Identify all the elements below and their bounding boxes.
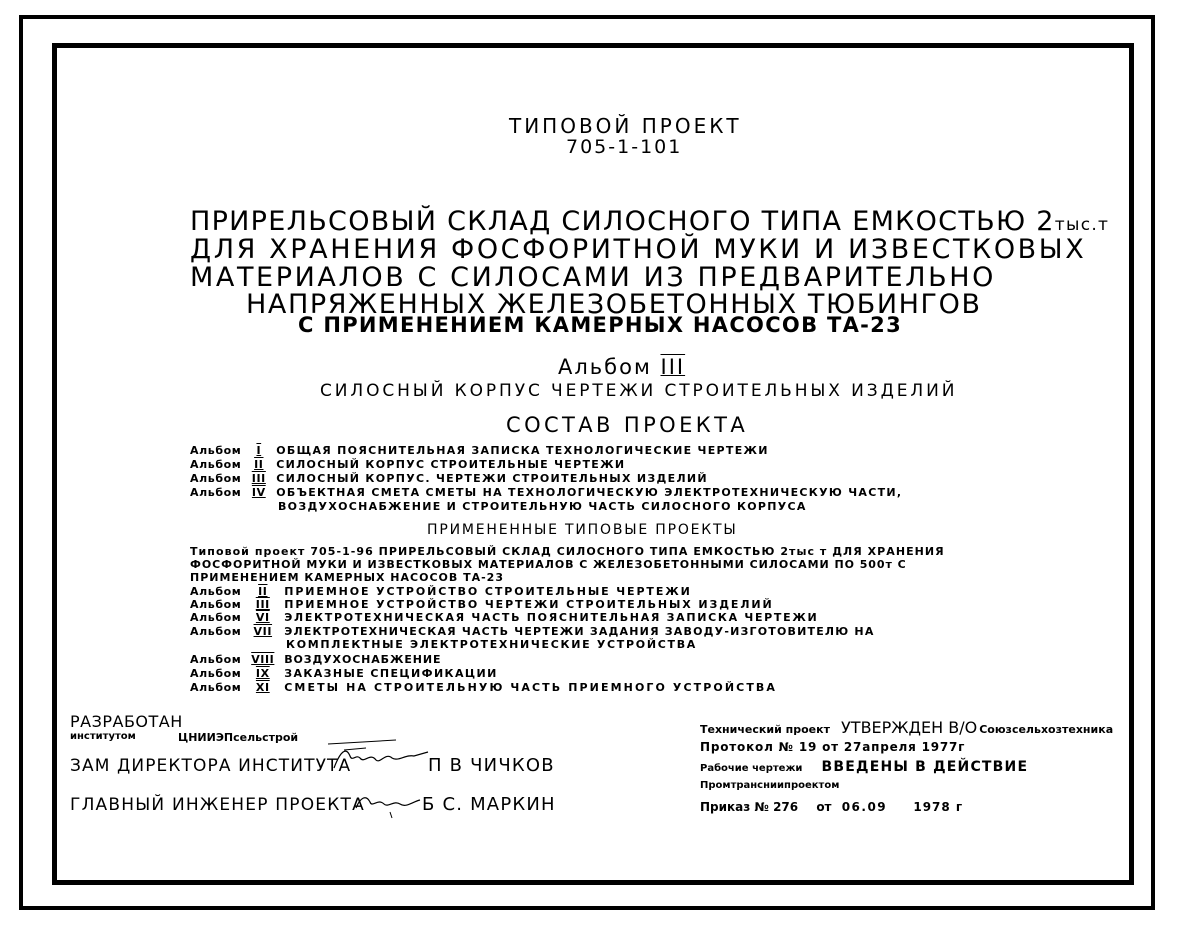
album-heading (558, 357, 685, 378)
list-item (190, 668, 498, 679)
album-description: СИЛОСНЫЙ КОРПУС СТРОИТЕЛЬНЫЕ ЧЕРТЕЖИ (276, 458, 626, 471)
album-label: Альбом (190, 444, 242, 457)
title-line-5: С ПРИМЕНЕНИЕМ КАМЕРНЫХ НАСОСОВ ТА-23 (298, 313, 903, 337)
album-label: Альбом (190, 653, 242, 666)
list-item (190, 654, 441, 665)
order-label: Приказ (700, 800, 751, 814)
protocol-line: Протокол № 19 от 27апреля 1977г (700, 740, 966, 754)
album-numeral: VI (255, 611, 270, 624)
title-line-1-text: ПРИРЕЛЬСОВЫЙ СКЛАД СИЛОСНОГО ТИПА ЕМКОСТЬЮ 2 (190, 206, 1055, 237)
order-year: 1978 г (913, 800, 964, 814)
deputy-director-label: ЗАМ ДИРЕКТОРА ИНСТИТУТА (70, 756, 352, 776)
album-description: ЭЛЕКТРОТЕХНИЧЕСКАЯ ЧАСТЬ ЧЕРТЕЖИ ЗАДАНИЯ ЗАВОДУ-ИЗГОТОВИТЕЛЮ НА (284, 625, 875, 638)
album-numeral: III (255, 598, 270, 611)
album-label: Альбом (190, 611, 242, 624)
album-numeral: II (254, 458, 264, 471)
album-numeral: I (256, 444, 262, 457)
developed-by-label: институтом (70, 731, 136, 742)
list-item (190, 626, 875, 637)
album-numeral: III (251, 472, 266, 485)
order-number: № 276 (754, 800, 799, 814)
list-item-continuation: КОМПЛЕКТНЫЕ ЭЛЕКТРОТЕХНИЧЕСКИЕ УСТРОЙСТВА (286, 638, 697, 651)
album-description: ЗАКАЗНЫЕ СПЕЦИФИКАЦИИ (284, 667, 498, 680)
header-title: ТИПОВОЙ ПРОЕКТ (509, 114, 742, 138)
list-item (190, 612, 818, 623)
list-item (190, 682, 777, 693)
applied-heading: ПРИМЕНЕННЫЕ ТИПОВЫЕ ПРОЕКТЫ (427, 522, 738, 538)
order-from: от (816, 800, 832, 814)
album-numeral: IV (251, 486, 266, 499)
approved-label: УТВЕРЖДЕН В/О (841, 718, 978, 737)
album-label: Альбом (190, 598, 242, 611)
tech-project-label: Технический проект (700, 723, 830, 736)
chief-engineer-label: ГЛАВНЫЙ ИНЖЕНЕР ПРОЕКТА (70, 795, 365, 815)
order-date: 06.09 (841, 800, 888, 814)
chief-engineer-name: Б С. МАРКИН (422, 794, 556, 815)
album-label: Альбом (558, 355, 652, 379)
approval-line-3 (700, 758, 1028, 774)
album-label: Альбом (190, 667, 242, 680)
applied-intro-line-1: Типовой проект 705-1-96 ПРИРЕЛЬСОВЫЙ СКЛАД СИЛОСНОГО ТИПА ЕМКОСТЬЮ 2тыс т ДЛЯ ХРАНЕНИЯ (190, 545, 945, 558)
album-description: ЭЛЕКТРОТЕХНИЧЕСКАЯ ЧАСТЬ ПОЯСНИТЕЛЬНАЯ ЗАПИСКА ЧЕРТЕЖИ (284, 611, 819, 624)
developed-label: РАЗРАБОТАН (70, 712, 183, 731)
signature-image (326, 738, 430, 774)
applied-intro-line-2: ФОСФОРИТНОЙ МУКИ И ИЗВЕСТКОВЫХ МАТЕРИАЛОВ С ЖЕЛЕЗОБЕТОННЫМИ СИЛОСАМИ ПО 500т С (190, 558, 907, 571)
title-line-3: МАТЕРИАЛОВ С СИЛОСАМИ ИЗ ПРЕДВАРИТЕЛЬНО (190, 262, 996, 293)
album-numeral: VIII (251, 653, 275, 666)
album-label: Альбом (190, 472, 242, 485)
title-line-1 (190, 208, 1109, 235)
album-description: ВОЗДУХОСНАБЖЕНИЕ (284, 653, 442, 666)
album-label: Альбом (190, 486, 242, 499)
album-numeral: III (660, 355, 686, 379)
deputy-director-name: П В ЧИЧКОВ (428, 755, 555, 776)
list-item (190, 586, 692, 597)
title-line-1-unit: тыс.т (1054, 215, 1110, 235)
album-numeral: II (258, 585, 268, 598)
album-description: СМЕТЫ НА СТРОИТЕЛЬНУЮ ЧАСТЬ ПРИЕМНОГО УСТРОЙСТВА (284, 681, 778, 694)
album-label: Альбом (190, 625, 242, 638)
list-item (190, 599, 774, 610)
introducing-organization: Промтрансниипроектом (700, 780, 840, 791)
album-label: Альбом (190, 681, 242, 694)
list-item (190, 445, 769, 456)
album-description: ПРИЕМНОЕ УСТРОЙСТВО СТРОИТЕЛЬНЫЕ ЧЕРТЕЖИ (284, 585, 692, 598)
album-description: ОБЩАЯ ПОЯСНИТЕЛЬНАЯ ЗАПИСКА ТЕХНОЛОГИЧЕСКИЕ ЧЕРТЕЖИ (276, 444, 769, 457)
approval-line-1 (700, 720, 1113, 736)
title-line-4: НАПРЯЖЕННЫХ ЖЕЛЕЗОБЕТОННЫХ ТЮБИНГОВ (246, 289, 982, 320)
album-label: Альбом (190, 458, 242, 471)
list-item-continuation: ВОЗДУХОСНАБЖЕНИЕ И СТРОИТЕЛЬНУЮ ЧАСТЬ СИЛОСНОГО КОРПУСА (278, 500, 807, 513)
album-subtitle: СИЛОСНЫЙ КОРПУС ЧЕРТЕЖИ СТРОИТЕЛЬНЫХ ИЗДЕЛИЙ (320, 381, 958, 401)
signature-image (354, 786, 424, 820)
list-item (190, 459, 625, 470)
institute-name: ЦНИИЭПсельстрой (178, 731, 299, 744)
album-numeral: XI (255, 681, 270, 694)
list-item (190, 473, 708, 484)
album-description: ОБЪЕКТНАЯ СМЕТА СМЕТЫ НА ТЕХНОЛОГИЧЕСКУЮ ЭЛЕКТРОТЕХНИЧЕСКУЮ ЧАСТИ, (276, 486, 903, 499)
applied-intro-line-3: ПРИМЕНЕНИЕМ КАМЕРНЫХ НАСОСОВ ТА-23 (190, 571, 504, 584)
introduced-label: ВВЕДЕНЫ В ДЕЙСТВИЕ (821, 759, 1029, 775)
approving-organization: Союзсельхозтехника (979, 723, 1114, 736)
album-description: СИЛОСНЫЙ КОРПУС. ЧЕРТЕЖИ СТРОИТЕЛЬНЫХ ИЗДЕЛИЙ (276, 472, 708, 485)
title-line-2: ДЛЯ ХРАНЕНИЯ ФОСФОРИТНОЙ МУКИ И ИЗВЕСТКОВЫХ (190, 234, 1087, 265)
working-drawings-label: Рабочие чертежи (700, 763, 803, 774)
album-description: ПРИЕМНОЕ УСТРОЙСТВО ЧЕРТЕЖИ СТРОИТЕЛЬНЫХ ИЗДЕЛИЙ (284, 598, 774, 611)
project-number: 705-1-101 (566, 136, 683, 158)
composition-heading: СОСТАВ ПРОЕКТА (506, 413, 749, 437)
album-numeral: IX (255, 667, 270, 680)
album-label: Альбом (190, 585, 242, 598)
album-numeral: VII (253, 625, 273, 638)
order-line (700, 801, 963, 813)
list-item (190, 487, 902, 498)
